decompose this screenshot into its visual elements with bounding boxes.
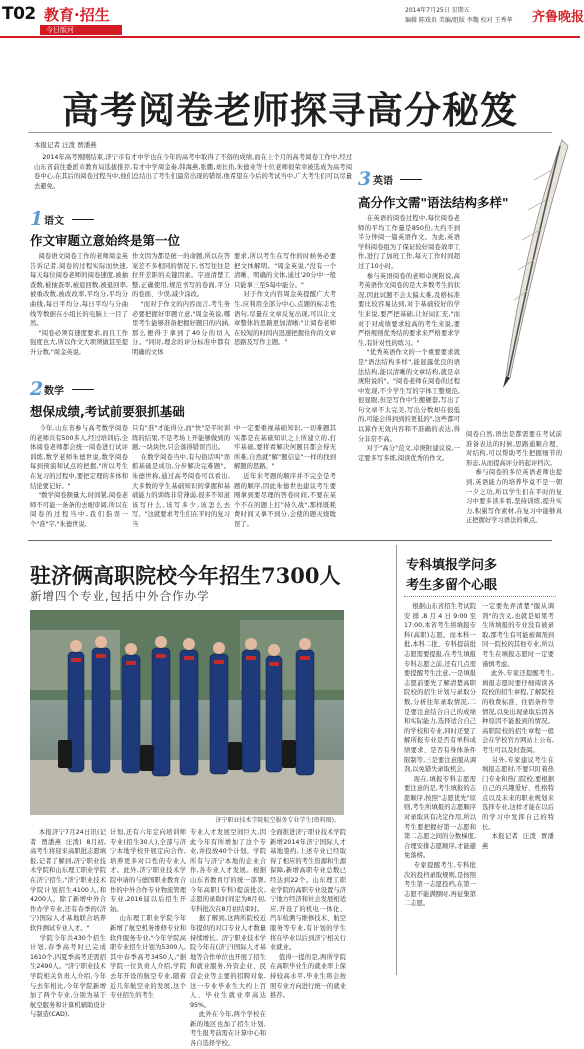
quill-pen-icon — [500, 140, 570, 390]
article-2-col-3: 专业人才发展空间巨大,因此今年有所增加了这个专业,并投放40个计划。学院所有与济宁本地的企业合作,各专业人才发展。根据山东省教育厅的统一部署,今年高职(专科)提前批次,志愿的录取时间定为8月初,专科批次在8月初结束时。 据了解到,这两所院校近年提供的对口专业人才数量持续增长。济宁职业技术学院今年在(济宁)国际人才基地等合作单位也开展了招生和就业服务,外资企业、民营企业等主要的招聘对象,这一专业毕业生大约上百人、毕业生就业率高达95%。 此外在今年,两个学校在新的地区也加了招生计划,考生报考前需在计算中心和各自选择学校。 — [190, 829, 266, 1048]
article-2-headline: 驻济俩高职院校今年招生7300人 — [30, 563, 341, 588]
section-name: 教育 — [44, 6, 75, 24]
subject-rule-1 — [72, 219, 94, 220]
section-2-col-1: 今年,山东省参与高考数学阅卷的老师共有500多人,经过培训后,全体阅卷老师都会统一阅卷进行试评训练,数学老师朱德世说,数学阅卷每到预演和试点的把握,"所以考生在复习的过程中,要把定理的多体和结论要记好。" "数学阅卷额量大,时间紧,阅卷老师不可能一条条的去细审阅,所以在阅卷的过程当中,我们指误一个"准"字,"朱德世说, — [30, 425, 128, 528]
section-3-col-1: 在英语的阅卷过程中,每位阅卷老师的平均工作量是850份,大约不到半分钟阅一篇英语作文。为此,英语学科阅卷组为了保证较好阅卷效率工作,进行了加班工作,每天工作时间超过了10小时。 参与英语阅卷的老师卓庚附说,高考英语作文阅卷的是大多数考生的状况,因此试题不会太偏太难,及格标准要比较容易达到,对于基础较好的学生来说,要严把基础,让好词汇充,"而对于对成绩要求较高的考生来说,要严格规则优秀结的要求来严格要求学生,有针对性的练习。" "优秀英语作文的一个重要要求就是"语法结构多样",能显露优良的语法结构,能以清晰的文章结构,就是卓庚附说的"。"阅卷老师在阅卷的过程中发现,不少学生写的字体工整规范,很显眼,但是写作中生搬硬套,写出了句文章不太完美,写出分数却在很低的,可能会得到到的更低的",这些都可以算作无效内容和不准确的表达,得分非常不高。 对于"高分"范文,卓庚附建议说,一定要多写多练,阅读优秀的作文。 — [358, 215, 461, 462]
section-subject-3: 英语 — [373, 176, 393, 187]
article-3-col-2: 一定要先弄清楚"服从调剂"的含义,也就是如果考生所填报的专业没有被录取,那考生有可能被调剂到同一院校的其他专业,所以考生在填报志愿时一定要谨慎考虑。 此外,专家还提醒考生,填报志愿时要仔细阅读各院校的招生章程,了解院校的收费标准、住宿条件等情况,以免出现录取后因各种原因不能报到的情况。高职院校的招生章程一般会在学校官方网站上公布,考生可以及时查阅。 另外,专家建议考生在填报志愿时,不要只盯着热门专业和热门院校,要根据自己的兴趣爱好、性格特点以及未来的职业规划来选择专业,这样才能在以后的学习中发挥自己的特长。 本报记者 汪泼 贾潘燕 — [482, 603, 554, 850]
section-1-col-3: 要求,所以考生在写作的时候务必要把文体解明。"周金英说,"没有一个清晰、明确的文体,通过'20分中一般只能拿三至5每中能分。" 对于作文内容周金英提醒广大考生,应利用全部分中心,点题的标志性语句,尽量在文章反复出现,可以让文章整体的思路更加清晰:"让阅卷老师在较短的时间内迅速把握住你的文章思路及写作主题。" — [234, 253, 337, 347]
photo-caption: 济宁职业技术学院航空服务专业学生(资料图)。 — [215, 817, 340, 824]
article-byline: 本报记者 汪泼 贾潘燕 — [34, 141, 97, 149]
article-separator — [28, 540, 552, 541]
article-3-rule — [404, 596, 556, 597]
column-divider — [396, 545, 397, 975]
article-2-col-4: 全面推进济宁职业技术学院新增2014年济宁国际人才基地签约,上述专业已经取得了相应的考生资源和生源保障,新增高职专业总数已经达到22个。山东理工职业学院的高职专业设置与济宁地方经济和社会发展相适应,开设了的机电一体化、汽车检测与维修技术、航空服务等专业,有计划的学生将在毕业以后到济宁相关行业就业。 值得一提的是,两所学院在高职毕业生的就业率上保持较高水平,毕业生将会按照专业方向进行统一的就业推荐。 — [270, 829, 346, 1000]
section-red-tag: 今日版河 — [46, 26, 74, 34]
section-1-col-1: 阅卷语文阅卷工作的老师周金英告诉记者,阅卷的过程实际而快速,每天每位阅卷老师的阅卷速度,被抽查数,被抽查率,被退回数,被退回率,被重改数,被改改率,平均分,平均分曲线,每日平均分,每日平均与分曲线等数据在小组长的电脑上一目了然。 "阅卷必须有速度要求,而且工作强度也大,所以作文大项须做甚至提升分数,"周金英说, — [30, 253, 128, 356]
issue-date: 2014年7月25日 星期五 — [405, 7, 470, 14]
section-title — [44, 4, 110, 25]
article-2-subheadline: 新增四个专业,包括中外合作办学 — [30, 589, 210, 603]
students-photo — [30, 610, 344, 815]
section-sub: ·招生 — [74, 6, 110, 24]
section-heading-3: 高分作文需"语法结构多样" — [358, 195, 509, 210]
article-2-col-2: 计划,还有六年定向培训师专业(招生30人),全部与济宁本地学校开展定向合作,培养更多对口性的专业人才。此外,济宁职业技术学院申请的与德国职业教育合作的中外合作专业物流管理专业,2016届以后招生开始。 山东理工职业学院今年新增了航空机务维修专业和软件服务专业,"今年学院高职专业招生计划为5300人,其中春季高考3450人,"据学院一位负责人介绍,学院去年开设的航空专业,随着近几年航空业的发展,这个专业招生的考生 — [110, 829, 187, 1000]
section-subject-2: 数学 — [44, 386, 64, 397]
section-heading-2: 想保成绩,考试前要狠抓基础 — [30, 404, 185, 419]
section-number-3: 3 — [358, 168, 372, 190]
article-headline: 高考阅卷老师探寻高分秘笈 — [62, 88, 518, 132]
section-number-2: 2 — [30, 378, 44, 400]
subject-rule-3 — [400, 179, 422, 180]
section-2-col-3: 中一定要重视基础知识,一切难题其实都是在基础知识之上所建立的,打牢基础,要将看解决何题目都会得无所难,自然就"解"题信息"一样的找到解题的思路。" 近年来考题的顺序并不完全是考题的顺序,因此朱德世也建议考生要刚拿到要尽理的答卷时间,不要在某个不在的题上打"持久战",那样既耗费时间又拿不到分,会使的题灭烧耽误了。 — [234, 425, 337, 528]
article-2-col-1: 本报济宁7月24日讯(记者 贾潘燕 汪泼) 8月初,高考生将迎来高职批志愿填报,记者了解到,济宁职业技术学院和山东理工职业学院在济宁招生,"济宁职业技术学院计划招生4100人,和4200人。除了新增中外合作办学专业,还有春季的(济宁)国际人才基地联合培养软件测试专业人才。" 学院今年共430个招生计划,春季高考时已完成1610个,四夏季高考还需招生2490人。"济宁职业技术学院相关负责人介绍,今年与去年相比,今年学院新增加了两个专业,分别为基于航空服务和计算机辅助设计与制造(CAD), — [30, 829, 106, 1019]
article-3-col-1: 根据山东省招生考试院安排,8月4日9:00至17:00,本省考生将填报专科(高职)志愿。而本科一批,本科二批、专科提前批志愿需要提报,在考生填报专科志愿之前,还有几点需要提醒考生注意,一是填报志愿前要先了解清楚高职院校的招生计划与录取分数,分析往年录取情况,二是要注意结合自己的成绩和实际能力,选择适合自己的学校和专业,同时还要了解所报专业是否有单科成绩要求、是否有身体条件限制等,三是要注意服从调剂,以免错失录取机会。 现在,填报专科志愿需要注意的是,考生填报的志愿顺序,按照"志愿优先"原则,考生所填报的志愿顺序对录取具有决定作用,所以考生要把握好第一志愿和第二志愿之间的分数梯度,合理安排志愿顺序,才能避免落榜。 专家提醒考生,专科批次的投档录取规则,是按照考生第一志愿投档,在第一志愿不能满额时,再征集第二志愿。 — [404, 603, 476, 908]
section-heading-1: 作文审题立意始终是第一位 — [30, 233, 181, 248]
article-3-headline-line-1: 专科填报学问多 — [406, 558, 498, 573]
section-1-col-2: 作文因为都是统一的命题,所以在答案差不多相同的情况下,书写往往是拉开差距的关键因素。字迹清楚工整,正确使用,规范书写的卷面,平分的卷面、少误,减少涂改。 "而对于作文的内容而言,考生务必要把握好审题立意,"周金英说,哪里考生能够准备把握好题目的内涵,那么便得于拿到了40分的切入分。"同时,理念的评分标准中都有明确的文体 — [132, 253, 230, 356]
section-number-1: 1 — [30, 208, 44, 230]
page-number: T02 — [2, 4, 36, 24]
section-2-col-2: 只有"准"才能得分,而"快"是平时训练的结果,不是考场上开能够做到的题,一块块快,只会落得错误百出。 在数学阅卷当中,有句俗话叫"误抓基础是成功,分步解决完难题"。朱德世称,通过高考阅卷可以看出,大多数的学生基础知识的掌握和基础能力的训练非常薄弱,很多不知道该写什么,该写多少,该怎么去写。"这就要求考生们在平时的复习当 — [132, 425, 230, 528]
article-3-headline-line-2: 考生多留个心眼 — [406, 578, 498, 593]
article-intro: 2014年高考刚刚结束,济宁市有才中学也在今年的高考中取得了不俗的成绩,而在上个月的高考阅卷工作中,经过山东省前往委派市教育局选拔推荐,有才中学周金奏,韩海燕,张鹏,刘长佑,朱德业等十位老师很荣幸被选成为高考阅卷中心,在其后的阅卷过程当中,他们总结出了考生们最常出现的错误,他希望在今后的考试当中,广大考生们可以尽量去避免。 — [34, 154, 353, 190]
masthead-rule — [0, 36, 580, 38]
section-3-col-2: 阅卷自然,语法是都需要在考试前准备表达的时候,思路通顺合理、对结构,可以帮助考生把握细节的形态,从而提高评分的起评档次。 参与阅卷的多位英语老师也提到,英语能力的培养毕竟不是一朝一夕之功,所以学生们在平时的复习中要多读多看,坚持训练,提升实力,积累写作素材,在复习中能够真正把握好学习语法的重点。 — [466, 431, 562, 525]
newspaper-logo: 齐鲁晚报 — [532, 10, 584, 25]
subject-rule-2 — [72, 389, 94, 390]
section-subject-1: 语文 — [44, 216, 64, 227]
headline-rule — [28, 132, 552, 133]
editors-credit: 编辑 陈戏贵 美编/组版 李魏 校对 王秀华 — [405, 17, 513, 24]
